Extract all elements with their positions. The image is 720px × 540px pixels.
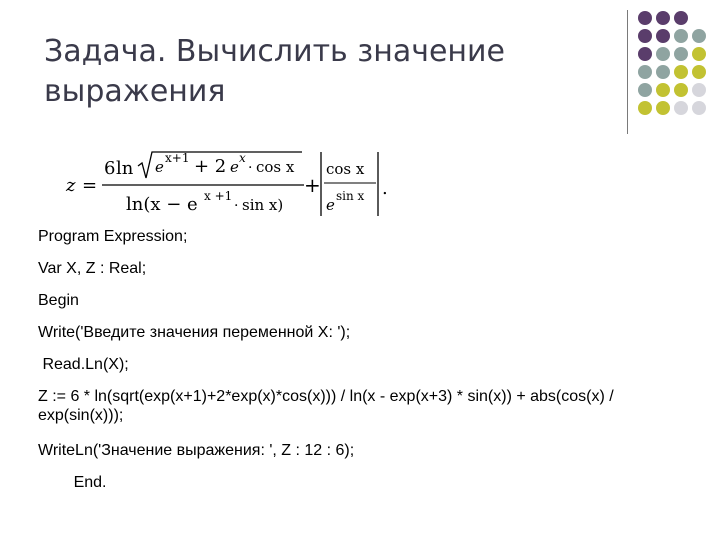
decor-dot: [692, 65, 706, 79]
slide-title: Задача. Вычислить значение выражения: [44, 34, 505, 109]
code-line: Program Expression;: [38, 228, 188, 245]
decor-dot: [656, 11, 670, 25]
formula-exp1: x+1: [165, 151, 190, 165]
code-line: End.: [38, 474, 107, 491]
formula-plus2: + 2: [194, 156, 227, 177]
abs-cos: cos x: [326, 160, 365, 178]
formula-cos: cos x: [256, 158, 295, 176]
formula-lhs: z: [66, 175, 76, 196]
decor-dot: [692, 29, 706, 43]
decor-dot: [638, 47, 652, 61]
decor-dot: [692, 83, 706, 97]
code-line: Write('Введите значения переменной X: ');: [38, 324, 351, 341]
decor-dot: [656, 47, 670, 61]
math-formula: [64, 150, 404, 220]
abs-sin: sin x: [336, 189, 365, 203]
title-divider: [627, 10, 628, 134]
decor-dot: [656, 29, 670, 43]
abs-e: e: [326, 196, 335, 214]
decorative-dot-grid: [638, 11, 708, 121]
formula-exp3: x +1: [204, 189, 233, 203]
decor-dot: [674, 47, 688, 61]
decor-dot: [638, 65, 652, 79]
formula-plus: +: [304, 173, 321, 197]
code-line: Var X, Z : Real;: [38, 260, 147, 277]
decor-dot: [674, 65, 688, 79]
formula-e: e: [155, 158, 164, 176]
code-line: Begin: [38, 292, 79, 309]
decor-dot: [674, 11, 688, 25]
decor-dot: [692, 101, 706, 115]
decor-dot: [674, 83, 688, 97]
decor-dot: [656, 65, 670, 79]
decor-dot: [638, 101, 652, 115]
code-line: Read.Ln(X);: [38, 356, 129, 373]
formula-ln: ln: [116, 158, 134, 179]
formula-den-open: ln(x − e: [126, 194, 198, 215]
decor-dot: [656, 101, 670, 115]
decor-dot: [674, 101, 688, 115]
decor-dot: [692, 47, 706, 61]
formula-dot: ·: [248, 160, 253, 176]
formula-exp2: x: [239, 151, 246, 165]
code-line: Z := 6 * ln(sqrt(exp(x+1)+2*exp(x)*cos(x))) / ln(x - exp(x+3) * sin(x)) + abs(cos(x) / exp(sin(x)));: [38, 388, 614, 424]
decor-dot: [656, 83, 670, 97]
code-line: WriteLn('Значение выражения: ', Z : 12 : 6);: [38, 442, 355, 459]
formula-sin: sin x): [242, 196, 284, 214]
formula-e2: e: [230, 158, 239, 176]
formula-equals: =: [82, 175, 98, 196]
formula-coefficient: 6: [104, 158, 116, 179]
formula-period: .: [382, 178, 388, 199]
decor-dot: [638, 83, 652, 97]
formula-dot2: ·: [234, 198, 239, 214]
decor-dot: [638, 11, 652, 25]
decor-dot: [638, 29, 652, 43]
decor-dot: [674, 29, 688, 43]
